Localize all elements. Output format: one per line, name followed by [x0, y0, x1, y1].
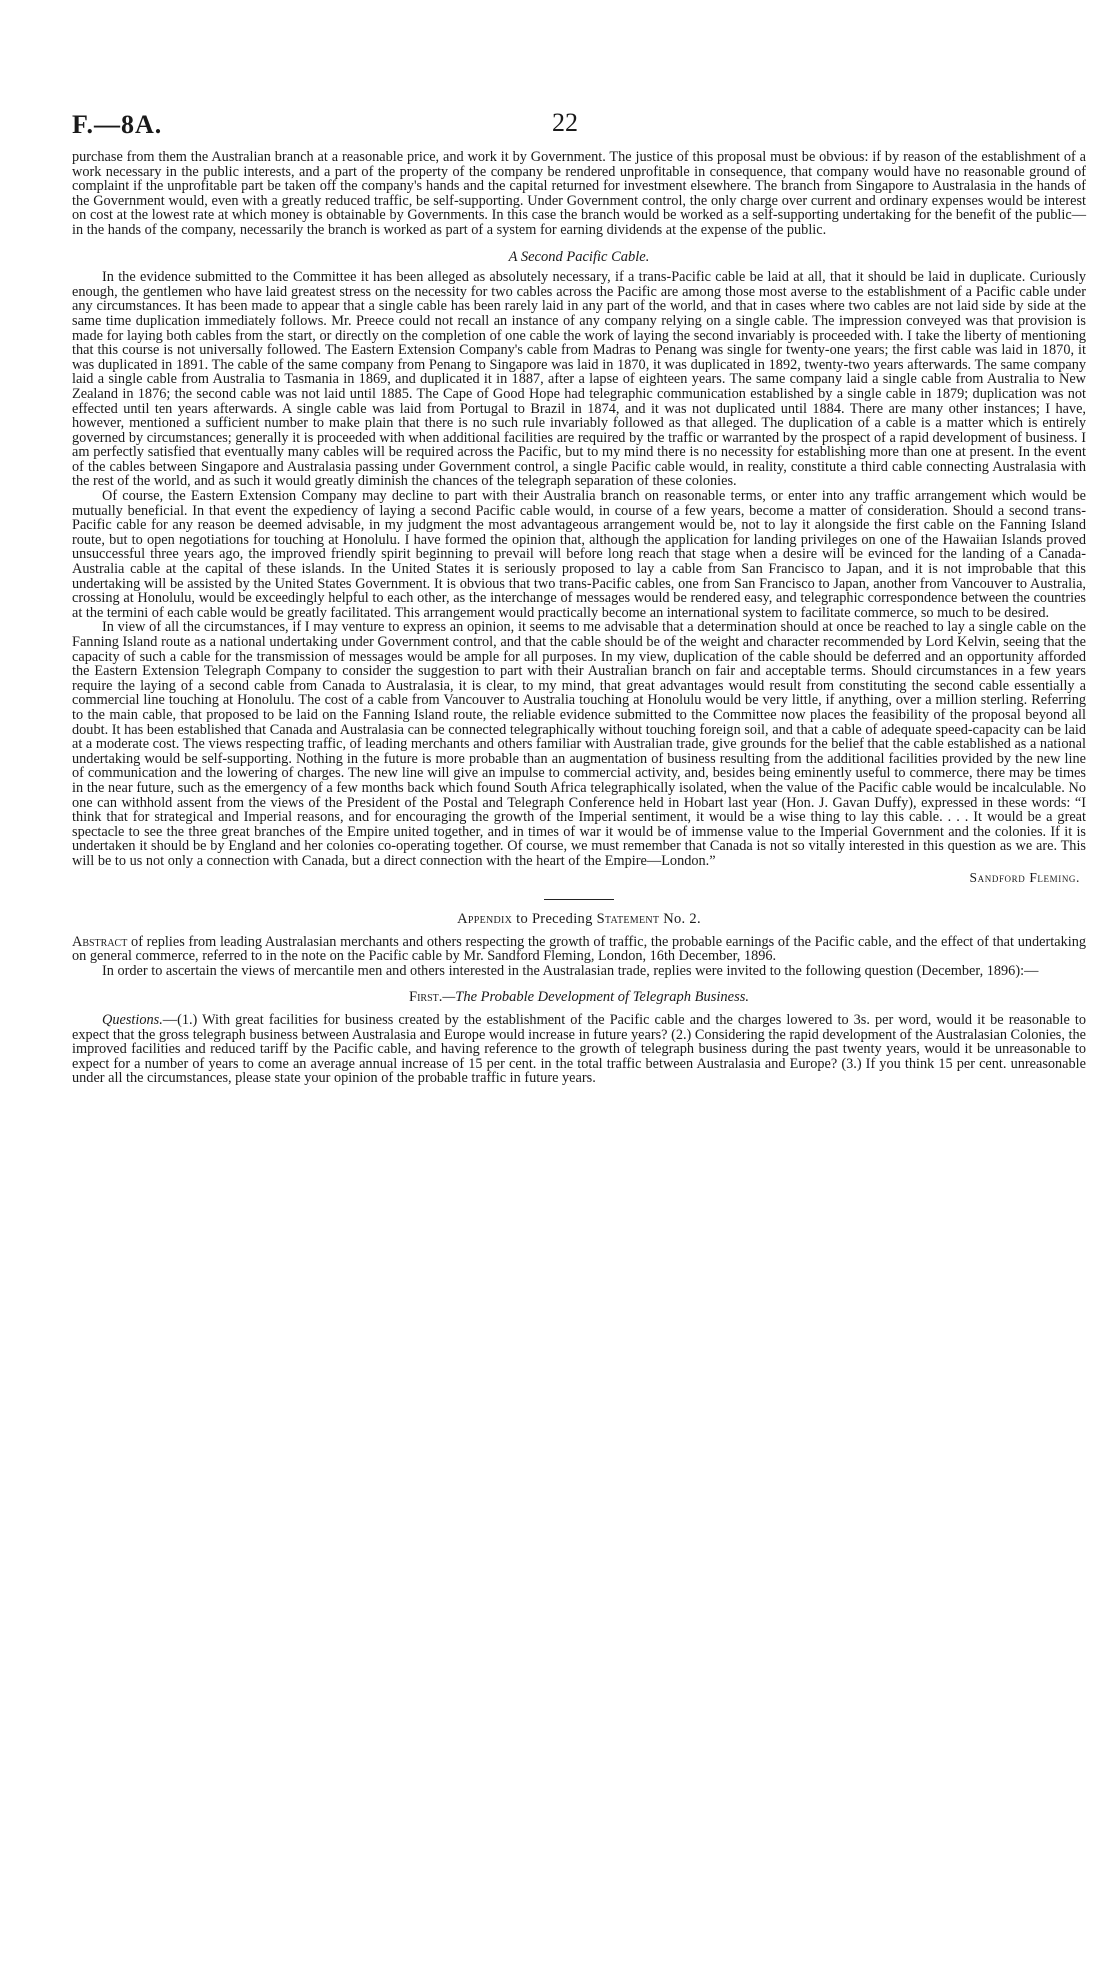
intro-paragraph: purchase from them the Australian branch at a reasonable price, and work it by Government. The justice of this proposal must be obvious: if by reason of the establishment of a work necessary in the public interests, and a part of the property of the company be rendered unprofitable in consequence, that company would have no reasonable ground of complaint if the unprofitable part be taken off the company's hands and the capital returned for investment elsewhere. The branch from Singapore to Australasia in the hands of the Government would, even with a greatly reduced traffic, be self-supporting. Under Government control, the only charge over current and ordinary expenses would be interest on cost at the lowest rate at which money is obtainable by Governments. In this case the branch would be worked as a self-supporting undertaking for the benefit of the public—in the hands of the company, necessarily the branch is worked as part of a system for earning dividends at the expense of the public.	[72, 149, 1086, 238]
appendix-title-word: Appendix	[457, 911, 513, 928]
appendix-title-end: No. 2.	[659, 911, 701, 928]
questions-text: —(1.) With great facilities for business created by the establishment of the Pacific cable and the charges lowered to 3s. per word, would it be reasonable to expect that the gross telegraph business between Australasia and Europe would increase in future years? (2.) Considering the rapid development of the Australasian Colonies, the improved facilities and reduced tariff by the Pacific cable, and having reference to the growth of telegraph business during the past twenty years, would it be unreasonable to expect for a number of years to come an average annual increase of 15 per cent. in the total traffic between Australasia and Europe? (3.) If you think 15 per cent. unreasonable under all the circumstances, please state your opinion of the probable traffic in future years.	[72, 1012, 1086, 1087]
document-page	[72, 110, 1086, 1086]
abstract-text: of replies from leading Australasian merchants and others respecting the growth of traffic, the probable earnings of the Pacific cable, and the effect of that undertaking on general commerce, referred to in the note on the Pacific cable by Mr. Sandford Fleming, London, 16th December, 1896.	[72, 933, 1086, 965]
appendix-title-word: Statement	[596, 911, 660, 928]
questions-paragraph	[72, 1013, 1086, 1086]
page-number: 22	[552, 108, 578, 137]
questions-label: Questions.	[102, 1012, 163, 1029]
abstract-paragraph	[72, 935, 1086, 964]
appendix-title-mid: to Preceding	[512, 911, 597, 928]
body-paragraph: In the evidence submitted to the Committee it has been alleged as absolutely necessary, if a trans-Pacific cable be laid at all, that it should be laid in duplicate. Curiously enough, the gentlemen who have laid greatest stress on the necessity for two cables across the Pacific are among those most averse to the establishment of a Pacific cable under any circumstances. It has been made to appear that a single cable has been rarely laid in any part of the world, and that in cases where two cables are not laid side by side at the same time duplication immediately follows. Mr. Preece could not recall an instance of any company relying on a single cable. The impression conveyed was that provision is made for laying both cables from the start, or directly on the completion of one cable the work of laying the second invariably is proceeded with. I take the liberty of mentioning that this course is not universally followed. The Eastern Extension Company's cable from Madras to Penang was single for twenty-one years; the first cable was laid in 1870, it was duplicated in 1891. The cable of the same company from Penang to Singapore was laid in 1870, it was duplicated in 1892, twenty-two years afterwards. The same company laid a single cable from Australia to Tasmania in 1869, and duplicated it in 1887, after a lapse of eighteen years. The same company laid a single cable from Australia to New Zealand in 1876; the second cable was not laid until 1885. The Cape of Good Hope had telegraphic communication established by a single cable in 1879; duplication was not effected until ten years afterwards. A single cable was laid from Portugal to Brazil in 1874, and it was not duplicated until 1884. There are many other instances; I have, however, mentioned a sufficient number to make plain that there is no such rule invariably followed as that alleged. The duplication of a cable is a matter which is entirely governed by circumstances; generally it is proceeded with when additional facilities are required by the traffic or warranted by the prospect of a rapid development of business. I am perfectly satisfied that eventually many cables will be required across the Pacific, but to my mind there is no necessity for establishing more than one at present. In the event of the cables between Singapore and Australasia passing under Government control, a single Pacific cable would, in reality, constitute a third cable connecting Australasia with the rest of the world, and as such it would greatly diminish the chances of the telegraph separation of these colonies.	[72, 269, 1086, 490]
subsection-title: —The Probable Development of Telegraph Business.	[442, 989, 749, 1006]
document-body	[72, 150, 1086, 1086]
appendix-title	[72, 912, 1086, 927]
subsection-heading	[72, 990, 1086, 1005]
body-paragraph: In order to ascertain the views of mercantile men and others interested in the Australasian trade, replies were invited to the following question (December, 1896):—	[102, 962, 1039, 979]
body-paragraph: Of course, the Eastern Extension Company may decline to part with their Australia branch on reasonable terms, or enter into any traffic arrangement which would be mutually beneficial. In that event the expediency of laying a second Pacific cable would, in course of a few years, become a matter of consideration. Should a second trans-Pacific cable for any reason be deemed advisable, in my judgment the most advantageous arrangement would be, not to lay it alongside the first cable on the Fanning Island route, but to open negotiations for touching at Honolulu. I have formed the opinion that, although the application for landing privileges on one of the Hawaiian Islands proved unsuccessful three years ago, the improved friendly spirit beginning to prevail will before long reach that stage when a desire will be evinced for the landing of a Canada-Australia cable at the capital of these islands. In the United States it is seriously proposed to lay a cable from San Francisco to Japan, and it is not improbable that this undertaking will be assisted by the United States Government. It is obvious that two trans-Pacific cables, one from San Francisco to Japan, another from Vancouver to Australia, crossing at Honolulu, would be exceedingly helpful to each other, as the interchange of messages would be rendered easy, and telegraphic correspondence between the countries at the termini of each cable would be greatly facilitated. This arrangement would practically become an international system to facilitate commerce, so much to be desired.	[72, 488, 1086, 621]
page-header	[72, 110, 1086, 150]
subsection-label: First.	[409, 989, 443, 1006]
section-heading: A Second Pacific Cable.	[508, 248, 650, 265]
section-divider	[544, 899, 614, 900]
abstract-label: Abstract	[72, 933, 128, 950]
document-id: F.—8A.	[72, 110, 163, 139]
signature: Sandford Fleming.	[969, 869, 1080, 885]
body-paragraph: In view of all the circumstances, if I may venture to express an opinion, it seems to me advisable that a determination should at once be reached to lay a single cable on the Fanning Island route as a national undertaking under Government control, and that the cable should be of the weight and character recommended by Lord Kelvin, seeing that the capacity of such a cable for the transmission of messages would be ample for all purposes. In my view, duplication of the cable should be deferred and an opportunity afforded the Eastern Extension Telegraph Company to consider the suggestion to part with their Australian branch on fair and acceptable terms. Should circumstances in a few years require the laying of a second cable from Canada to Australasia, it is clear, to my mind, that great advantages would result from constituting the second cable essentially a commercial line touching at Honolulu. The cost of a cable from Vancouver to Australia touching at Honolulu would be very little, if anything, over a million sterling. Referring to the main cable, that proposed to be laid on the Fanning Island route, the reliable evidence submitted to the Committee now places the feasibility of the proposal beyond all doubt. It has been established that Canada and Australasia can be connected telegraphically without touching foreign soil, and that a cable of adequate speed-capacity can be laid at a moderate cost. The views respecting traffic, of leading merchants and others familiar with Australian trade, give grounds for the belief that the cable established as a national undertaking would be self-supporting. Nothing in the future is more probable than an augmentation of business resulting from the additional facilities provided by the new line of communication and the lowering of charges. The new line will give an impulse to commercial activity, and, besides being eminently useful to commerce, there may be times in the near future, such as the emergency of a few months back which found South Africa telegraphically isolated, when the value of the Pacific cable would be incalculable. No one can withhold assent from the views of the President of the Postal and Telegraph Conference held in Hobart last year (Hon. J. Gavan Duffy), expressed in these words: “I think that for strategical and Imperial reasons, and for encouraging the growth of the Imperial sentiment, it would be a wise thing to lay this cable. . . . It would be a great spectacle to see the three great branches of the Empire united together, and in times of war it would be of immense value to the Imperial Government and the colonies. If it is undertaken it should be by England and her colonies co-operating together. Of course, we must remember that Canada is not so vitally interested in this question as we are. This will be to us not only a connection with Canada, but a direct connection with the heart of the Empire—London.”	[72, 619, 1086, 869]
